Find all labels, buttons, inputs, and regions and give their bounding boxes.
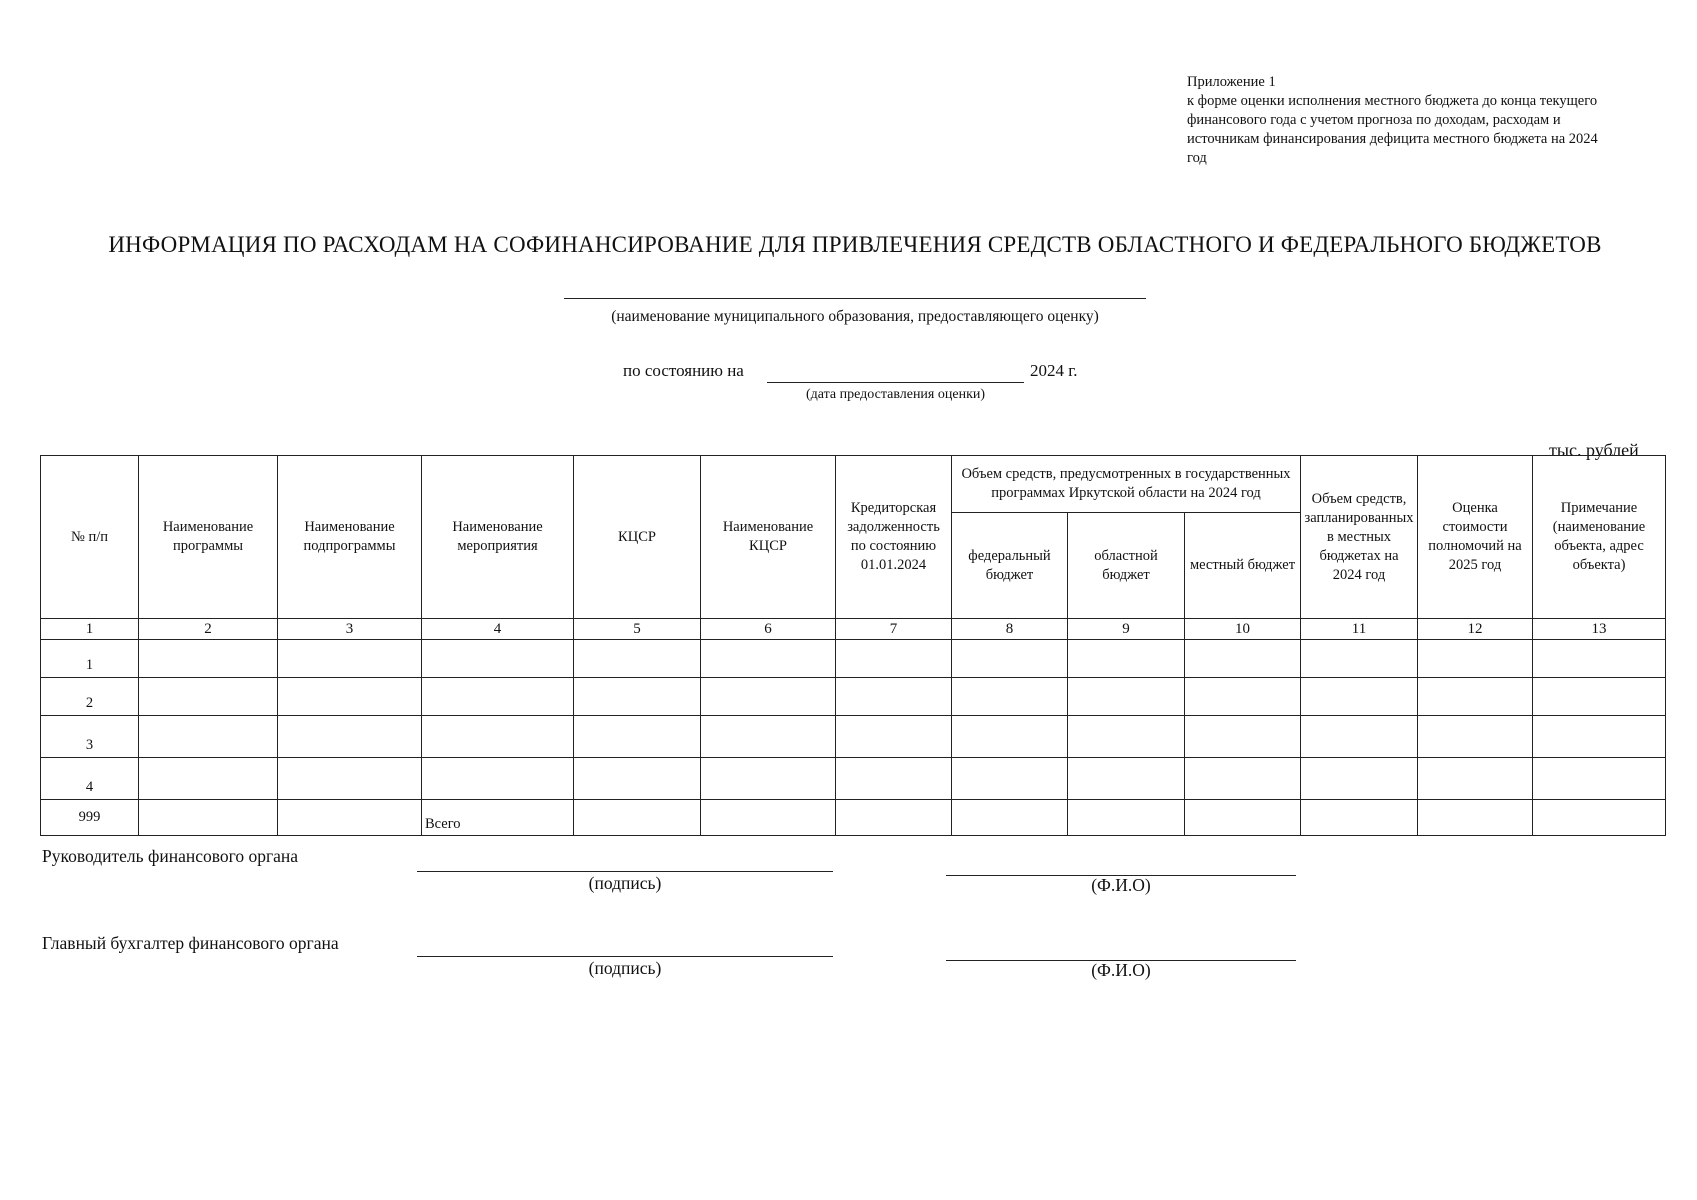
table-cell[interactable] [952, 640, 1068, 678]
table-row [41, 758, 1666, 800]
header-subprogram: Наименование подпрограммы [278, 456, 422, 619]
table-cell[interactable] [952, 758, 1068, 800]
table-cell[interactable] [1418, 640, 1533, 678]
total-row-number: 999 [41, 800, 139, 836]
appendix-line: финансового года с учетом прогноза по доходам, расходам и [1187, 112, 1561, 128]
header-estimate: Оценка стоимости полномочий на 2025 год [1418, 456, 1533, 619]
table-cell[interactable] [139, 716, 278, 758]
row-number: 3 [41, 716, 139, 758]
table-cell[interactable] [836, 800, 952, 836]
table-cell[interactable] [1533, 640, 1666, 678]
signature-caption-head: (подпись) [588, 873, 662, 893]
appendix-note [1187, 73, 1667, 168]
as-of-underline [767, 382, 1024, 383]
header-program: Наименование программы [139, 456, 278, 619]
header-federal: федеральный бюджет [952, 513, 1068, 619]
table-cell[interactable] [836, 758, 952, 800]
table-cell[interactable] [422, 758, 574, 800]
table-cell[interactable] [1068, 678, 1185, 716]
column-number: 3 [278, 619, 422, 640]
column-number: 10 [1185, 619, 1301, 640]
table-cell[interactable] [574, 758, 701, 800]
column-number: 4 [422, 619, 574, 640]
as-of-caption: (дата предоставления оценки) [805, 387, 986, 402]
table-cell[interactable] [278, 716, 422, 758]
table-cell[interactable] [139, 640, 278, 678]
table-cell[interactable] [278, 758, 422, 800]
table-cell[interactable] [952, 800, 1068, 836]
name-caption-accountant: (Ф.И.О) [1091, 960, 1151, 980]
signature-caption-accountant: (подпись) [588, 958, 662, 978]
table-cell[interactable] [952, 716, 1068, 758]
table-cell[interactable] [1418, 758, 1533, 800]
municipality-caption: (наименование муниципального образования, предоставляющего оценку) [611, 308, 1099, 325]
column-number: 2 [139, 619, 278, 640]
appendix-line: источникам финансирования дефицита местного бюджета на 2024 [1187, 131, 1598, 147]
header-planned-local: Объем средств, запланированных в местных бюджетах на 2024 год [1301, 456, 1418, 619]
signature-label-accountant: Главный бухгалтер финансового органа [42, 933, 339, 953]
column-number: 12 [1418, 619, 1533, 640]
as-of-suffix: 2024 г. [1030, 361, 1078, 380]
table-cell[interactable] [701, 640, 836, 678]
municipality-underline [564, 298, 1146, 299]
table-cell[interactable] [1068, 800, 1185, 836]
table-cell[interactable] [1185, 716, 1301, 758]
total-row [41, 800, 1666, 836]
table-row [41, 640, 1666, 678]
table-cell[interactable] [1533, 758, 1666, 800]
table-cell[interactable] [1418, 678, 1533, 716]
table-cell[interactable] [1068, 758, 1185, 800]
header-note: Примечание (наименование объекта, адрес объекта) [1533, 456, 1666, 619]
table-cell[interactable] [574, 678, 701, 716]
table-cell[interactable] [836, 678, 952, 716]
signature-line-head[interactable] [417, 871, 833, 872]
signature-label-head: Руководитель финансового органа [42, 846, 299, 866]
header-kcsr-name: Наименование КЦСР [701, 456, 836, 619]
table-row [41, 716, 1666, 758]
table-cell[interactable] [1533, 800, 1666, 836]
table-cell[interactable] [701, 758, 836, 800]
table-cell[interactable] [1068, 716, 1185, 758]
column-number: 11 [1301, 619, 1418, 640]
column-number: 1 [41, 619, 139, 640]
column-number: 13 [1533, 619, 1666, 640]
table-cell[interactable] [278, 640, 422, 678]
appendix-line: к форме оценки исполнения местного бюджета до конца текущего [1187, 93, 1598, 109]
column-number: 8 [952, 619, 1068, 640]
header-regional: областной бюджет [1068, 513, 1185, 619]
row-number: 1 [41, 640, 139, 678]
table-cell[interactable] [701, 800, 836, 836]
table-cell[interactable] [1185, 800, 1301, 836]
table-cell[interactable] [1301, 758, 1418, 800]
total-label: Всего [422, 800, 574, 836]
appendix-line: Приложение 1 [1187, 74, 1276, 90]
table-cell[interactable] [701, 678, 836, 716]
table-cell[interactable] [952, 678, 1068, 716]
cofinancing-table [40, 455, 1666, 836]
column-number: 6 [701, 619, 836, 640]
header-row [41, 456, 1666, 513]
signature-line-accountant[interactable] [417, 956, 833, 957]
as-of-date-field[interactable] [767, 360, 1024, 382]
as-of-prefix: по состоянию на [623, 361, 744, 380]
table-cell[interactable] [701, 716, 836, 758]
table-cell[interactable] [1301, 640, 1418, 678]
table-cell[interactable] [1185, 758, 1301, 800]
table-cell[interactable] [1185, 678, 1301, 716]
row-number: 4 [41, 758, 139, 800]
column-number: 7 [836, 619, 952, 640]
table-cell[interactable] [139, 758, 278, 800]
table-cell[interactable] [139, 678, 278, 716]
table-cell[interactable] [422, 678, 574, 716]
document-title: ИНФОРМАЦИЯ ПО РАСХОДАМ НА СОФИНАНСИРОВАНИЕ ДЛЯ ПРИВЛЕЧЕНИЯ СРЕДСТВ ОБЛАСТНОГО И ФЕДЕРАЛЬНОГО БЮДЖЕТОВ [108, 232, 1602, 257]
table-cell[interactable] [1418, 716, 1533, 758]
table-cell[interactable] [139, 800, 278, 836]
table-cell[interactable] [574, 640, 701, 678]
table-cell[interactable] [422, 640, 574, 678]
table-cell[interactable] [574, 800, 701, 836]
header-num: № п/п [41, 456, 139, 619]
table-cell[interactable] [1418, 800, 1533, 836]
table-cell[interactable] [836, 716, 952, 758]
table-cell[interactable] [836, 640, 952, 678]
header-local: местный бюджет [1185, 513, 1301, 619]
column-number-row [41, 619, 1666, 640]
table-cell[interactable] [574, 716, 701, 758]
municipality-field[interactable] [564, 276, 1146, 298]
column-number: 9 [1068, 619, 1185, 640]
header-volume-group: Объем средств, предусмотренных в государственных программах Иркутской области на 2024 год [952, 456, 1301, 513]
table-row [41, 678, 1666, 716]
table-cell[interactable] [1068, 640, 1185, 678]
header-creditor: Кредиторская задолженность по состоянию 01.01.2024 [836, 456, 952, 619]
appendix-line: год [1187, 150, 1207, 166]
column-number: 5 [574, 619, 701, 640]
table-cell[interactable] [1301, 800, 1418, 836]
header-kcsr: КЦСР [574, 456, 701, 619]
table-cell[interactable] [278, 800, 422, 836]
table-cell[interactable] [1301, 678, 1418, 716]
row-number: 2 [41, 678, 139, 716]
table-cell[interactable] [278, 678, 422, 716]
table-cell[interactable] [1185, 640, 1301, 678]
header-event: Наименование мероприятия [422, 456, 574, 619]
table-cell[interactable] [422, 716, 574, 758]
table-cell[interactable] [1301, 716, 1418, 758]
table-cell[interactable] [1533, 678, 1666, 716]
name-caption-head: (Ф.И.О) [1091, 875, 1151, 895]
units-label: тыс. рублей [1549, 440, 1639, 460]
table-cell[interactable] [1533, 716, 1666, 758]
